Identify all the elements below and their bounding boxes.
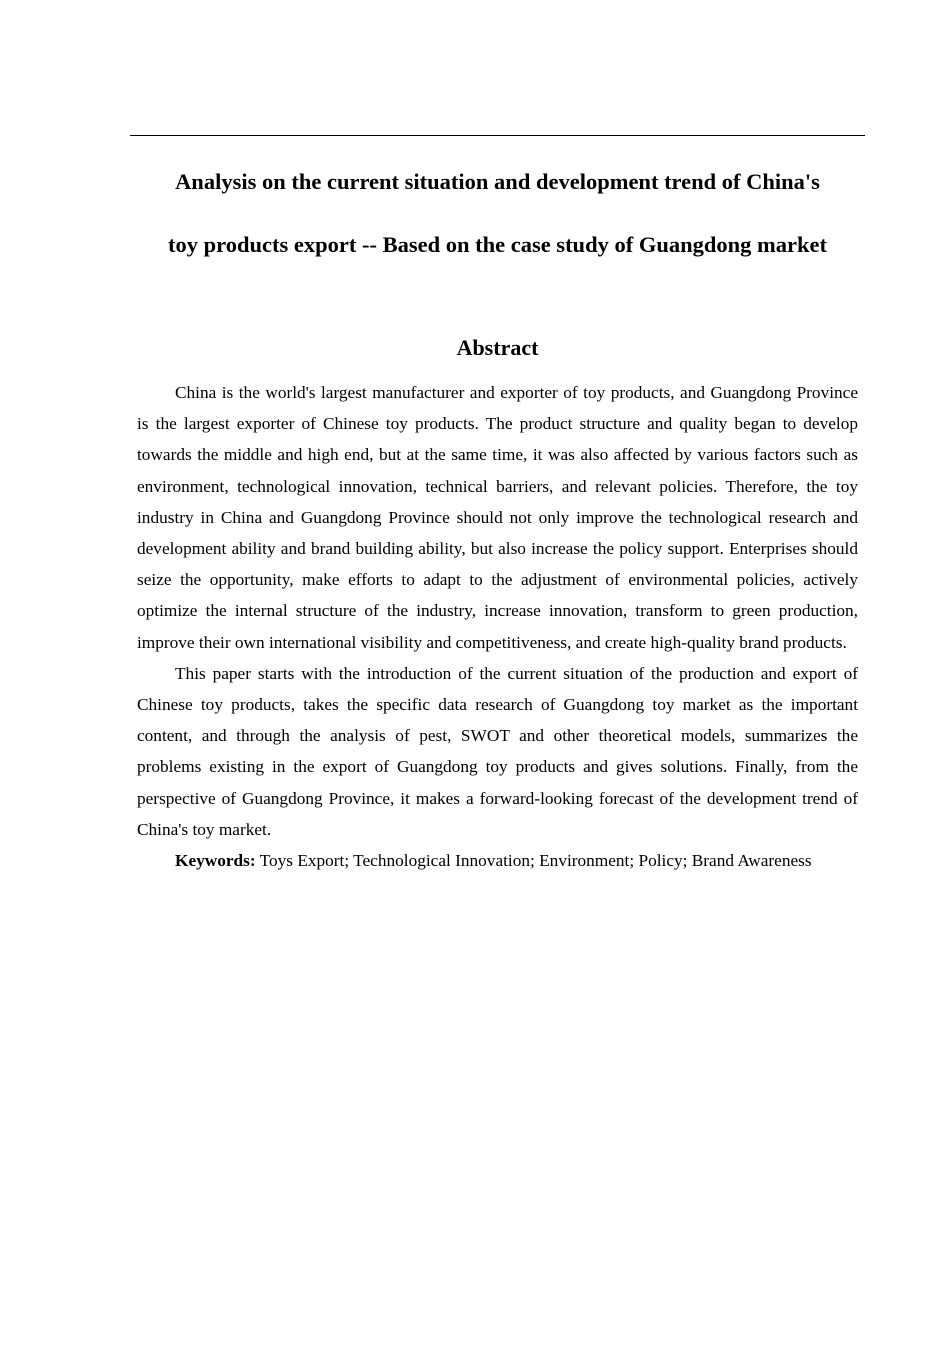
abstract-paragraph-1: China is the world's largest manufacturer and exporter of toy products, and Guangdong Province is the largest exporter of Chinese toy products. The product structure and quality began to develop towards the middle and high end, but at the same time, it was also affected by various factors such as environment, technological innovation, technical barriers, and relevant policies. Therefore, the toy industry in China and Guangdong Province should not only improve the technological research and development ability and brand building ability, but also increase the policy support. Enterprises should seize the opportunity, make efforts to adapt to the adjustment of environmental policies, actively optimize the internal structure of the industry, increase innovation, transform to green production, improve their own international visibility and competitiveness, and create high-quality brand products.	[137, 383, 858, 652]
abstract-heading: Abstract	[456, 335, 539, 360]
abstract-paragraph-2: This paper starts with the introduction of the current situation of the production and export of Chinese toy products, takes the specific data research of Guangdong toy market as the important content, and through the analysis of pest, SWOT and other theoretical models, summarizes the problems existing in the export of Guangdong toy products and gives solutions. Finally, from the perspective of Guangdong Province, it makes a forward-looking forecast of the development trend of China's toy market.	[137, 663, 858, 839]
keywords-text: Toys Export; Technological Innovation; Environment; Policy; Brand Awareness	[255, 851, 812, 871]
header-rule	[130, 135, 865, 136]
keywords-label: Keywords:	[175, 851, 256, 871]
title-line-1: Analysis on the current situation and development trend of China's	[175, 169, 820, 194]
paper-title	[130, 150, 865, 276]
title-line-2: toy products export -- Based on the case study of Guangdong market	[168, 232, 827, 257]
keywords-paragraph	[137, 845, 858, 876]
abstract-body	[137, 377, 858, 876]
